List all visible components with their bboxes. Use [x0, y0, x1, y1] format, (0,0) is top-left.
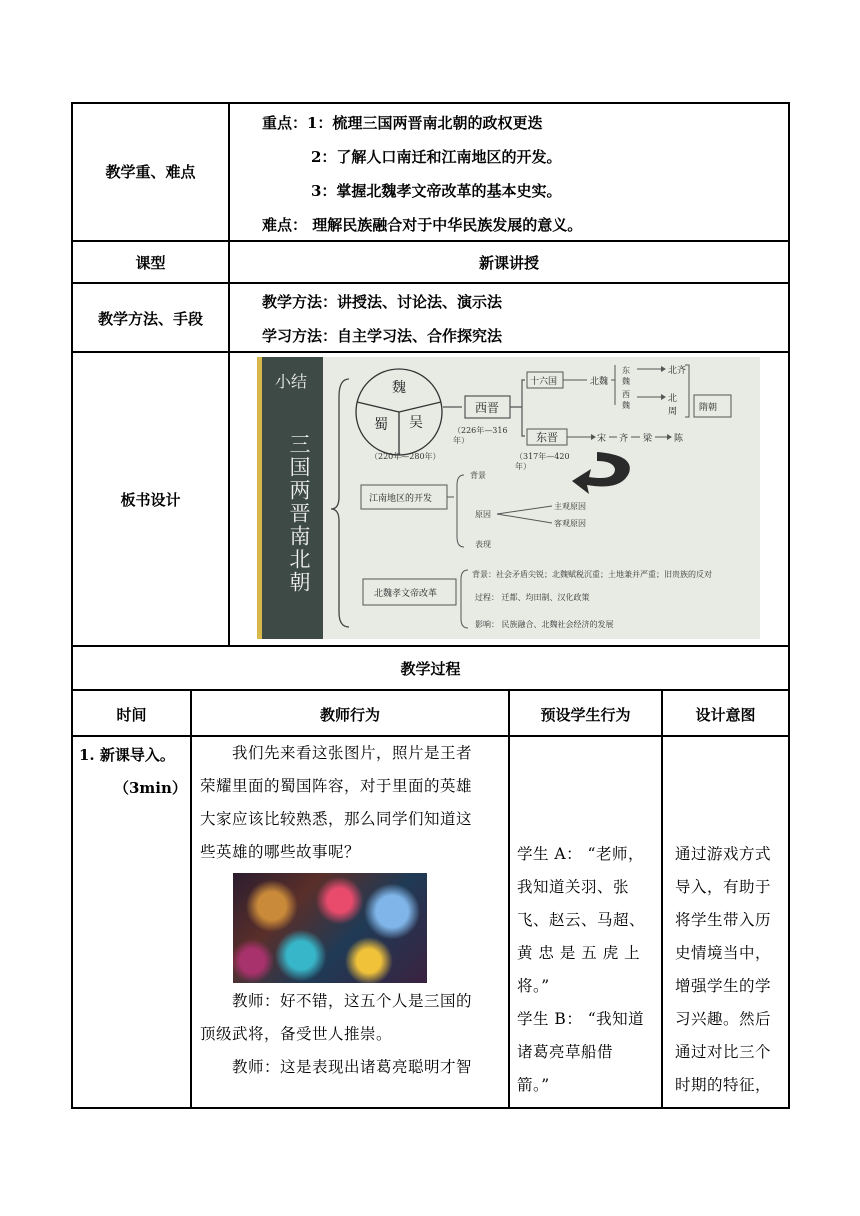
col-divider	[228, 102, 230, 647]
lesson-type-value: 新课讲授	[478, 254, 539, 272]
header-time: 时间	[116, 706, 147, 724]
row-divider	[71, 645, 790, 647]
student-line: 学生 B： “我知道	[517, 1010, 645, 1028]
student-line: 将。”	[517, 977, 550, 995]
intent-line: 通过游戏方式	[675, 845, 772, 863]
student-line: 黄 忠 是 五 虎 上	[517, 944, 641, 962]
intent-line: 习兴趣。然后	[675, 1010, 772, 1028]
svg-text:年）: 年）	[453, 436, 469, 445]
teacher-line: 教师：这是表现出诸葛亮聪明才智	[232, 1058, 473, 1076]
table-border-bottom	[71, 1107, 790, 1109]
intent-line: 增强学生的学	[675, 977, 772, 995]
lesson-type-label: 课型	[135, 254, 166, 272]
svg-text:三国两晋南北朝: 三国两晋南北朝	[287, 433, 311, 594]
teacher-line: 我们先来看这张图片，照片是王者	[232, 744, 473, 762]
time-step: 1. 新课导入。	[79, 746, 175, 764]
svg-text:年）: 年）	[515, 462, 531, 471]
board-accent-bar	[257, 357, 262, 639]
time-duration: （3min）	[114, 779, 187, 797]
header-student: 预设学生行为	[540, 706, 631, 724]
kingdom-shu: 蜀	[374, 417, 388, 433]
row-divider	[71, 351, 790, 353]
south-qi: 齐	[619, 434, 629, 444]
intent-line: 通过对比三个	[675, 1043, 772, 1061]
svg-text:魏: 魏	[622, 377, 630, 386]
curved-arrow-icon	[572, 452, 630, 494]
row-divider	[71, 240, 790, 242]
intent-line: 将学生带入历	[675, 911, 772, 929]
south-song: 宋	[597, 434, 607, 444]
key-points-label: 教学重、难点	[105, 163, 196, 181]
subjective-cause: 主观原因	[554, 502, 586, 511]
hero-lineup-image	[233, 873, 427, 983]
header-teacher: 教师行为	[319, 706, 380, 724]
reform-background: 背景：社会矛盾尖锐；北魏赋税沉重；土地兼并严重；旧贵族的反对	[472, 570, 712, 579]
teacher-line: 些英雄的哪些故事呢？	[200, 843, 361, 861]
reform-process: 过程： 迁都、均田制、汉化政策	[475, 593, 590, 602]
process-title: 教学过程	[400, 660, 461, 678]
dongjin: 东晋	[536, 431, 558, 444]
row-divider	[71, 689, 790, 691]
methods-label: 教学方法、手段	[97, 310, 203, 328]
table-border-top	[71, 102, 790, 104]
south-chen: 陈	[674, 434, 684, 444]
south-liang: 梁	[643, 434, 653, 444]
key-point-line: 3：掌握北魏孝文帝改革的基本史实。	[311, 182, 562, 200]
col-divider	[661, 689, 663, 1109]
reform: 北魏孝文帝改革	[374, 589, 438, 599]
board-design-image	[257, 357, 760, 639]
board-summary: 小结	[275, 372, 308, 391]
intent-line: 导入，有助于	[675, 878, 772, 896]
board-label: 板书设计	[120, 491, 181, 509]
student-line: 我知道关羽、张	[517, 878, 630, 896]
teacher-line: 顶级武将，备受世人推崇。	[200, 1025, 393, 1043]
three-kingdoms-years: （220年—280年）	[370, 452, 441, 461]
header-intent: 设计意图	[695, 706, 756, 724]
teacher-line: 教师：好不错，这五个人是三国的	[232, 992, 473, 1010]
jiangnan: 江南地区的开发	[369, 494, 433, 504]
reform-impact: 影响： 民族融合、北魏社会经济的发展	[475, 620, 614, 629]
kingdom-wu: 吴	[409, 415, 423, 431]
table-border-right	[788, 102, 790, 1109]
student-line: 飞、赵云、马超、	[517, 911, 646, 929]
board-vertical-title	[287, 433, 311, 594]
intent-line: 时期的特征，	[675, 1076, 772, 1094]
teacher-line: 荣耀里面的蜀国阵容，对于里面的英雄	[200, 777, 473, 795]
key-point-line: 2：了解人口南迁和江南地区的开发。	[311, 148, 562, 166]
svg-text:周: 周	[668, 407, 678, 417]
sixteen-kingdoms: 十六国	[530, 377, 558, 387]
jiangnan-manifestation: 表现	[475, 540, 491, 549]
beiqi: 北齐	[668, 366, 687, 376]
row-divider	[71, 282, 790, 284]
teaching-method: 教学方法：讲授法、讨论法、演示法	[262, 293, 503, 311]
teacher-line: 大家应该比较熟悉，那么同学们知道这	[200, 810, 473, 828]
student-line: 箭。”	[517, 1076, 550, 1094]
key-point-line: 重点：1：梳理三国两晋南北朝的政权更迭	[262, 114, 543, 132]
xijin: 西晋	[475, 401, 500, 415]
difficulty-line: 难点： 理解民族融合对于中华民族发展的意义。	[262, 216, 583, 234]
student-line: 学生 A： “老师，	[517, 845, 644, 863]
intent-line: 史情境当中，	[675, 944, 772, 962]
learning-method: 学习方法：自主学习法、合作探究法	[262, 327, 503, 345]
jiangnan-cause: 原因	[475, 510, 491, 519]
col-divider	[508, 689, 510, 1109]
student-line: 诸葛亮草船借	[517, 1043, 614, 1061]
dongjin-years: （317年—420	[515, 452, 570, 461]
dongwei: 东	[622, 366, 630, 375]
main-brace	[331, 379, 349, 627]
jiangnan-background: 背景	[470, 471, 486, 480]
objective-cause: 客观原因	[554, 519, 586, 528]
col-divider	[190, 689, 192, 1109]
xijin-years: （226年—316	[453, 426, 508, 435]
beiwei: 北魏	[590, 377, 609, 387]
xiwei: 西	[622, 390, 630, 399]
svg-text:魏: 魏	[622, 401, 630, 410]
beizhou: 北	[668, 394, 678, 404]
kingdom-wei: 魏	[392, 380, 406, 396]
suitang: 隋朝	[699, 403, 718, 413]
